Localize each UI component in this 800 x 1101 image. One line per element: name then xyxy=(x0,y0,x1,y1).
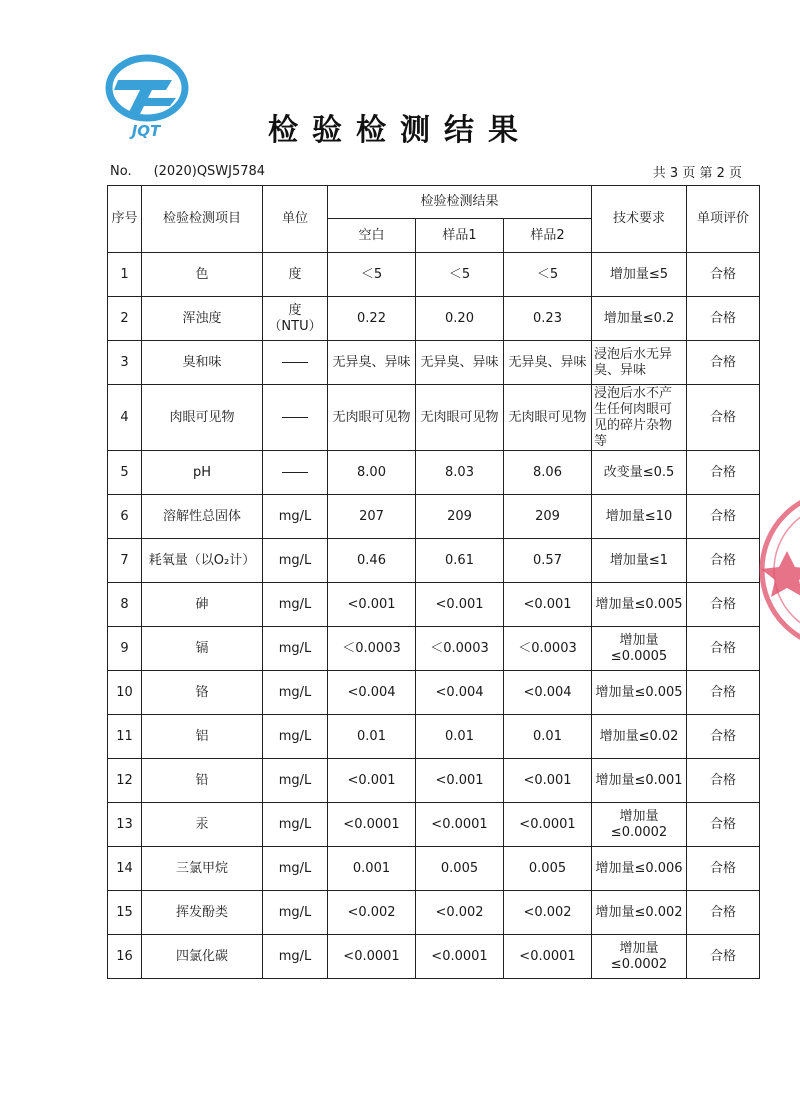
cell-sample2: <0.0001 xyxy=(504,803,592,847)
report-number xyxy=(110,164,287,179)
table-row xyxy=(108,495,760,539)
cell-blank: <0.001 xyxy=(328,759,416,803)
cell-item: 镉 xyxy=(142,627,263,671)
cell-item: 浑浊度 xyxy=(142,297,263,341)
cell-item: pH xyxy=(142,451,263,495)
cell-item: 臭和味 xyxy=(142,341,263,385)
report-no-value: (2020)QSWJ5784 xyxy=(153,164,266,179)
cell-unit: mg/L xyxy=(263,671,328,715)
cell-unit: mg/L xyxy=(263,539,328,583)
cell-item: 耗氧量（以O₂计） xyxy=(142,539,263,583)
cell-item: 溶解性总固体 xyxy=(142,495,263,539)
cell-index: 10 xyxy=(108,671,142,715)
dash-mark xyxy=(282,417,308,418)
cell-item: 四氯化碳 xyxy=(142,935,263,979)
cell-unit xyxy=(263,451,328,495)
col-header-requirement: 技术要求 xyxy=(592,186,687,253)
red-seal-icon xyxy=(755,485,800,655)
cell-requirement: 增加量≤0.005 xyxy=(592,671,687,715)
cell-evaluation: 合格 xyxy=(687,935,760,979)
cell-sample2: 0.005 xyxy=(504,847,592,891)
cell-item: 砷 xyxy=(142,583,263,627)
col-header-results: 检验检测结果 xyxy=(328,186,592,219)
table-row xyxy=(108,715,760,759)
cell-requirement: 增加量≤10 xyxy=(592,495,687,539)
cell-index: 8 xyxy=(108,583,142,627)
table-row xyxy=(108,583,760,627)
cell-unit: mg/L xyxy=(263,715,328,759)
cell-sample1: ＜5 xyxy=(416,253,504,297)
cell-blank: <0.001 xyxy=(328,583,416,627)
cell-item: 铝 xyxy=(142,715,263,759)
cell-unit: mg/L xyxy=(263,495,328,539)
table-row xyxy=(108,341,760,385)
cell-unit xyxy=(263,341,328,385)
cell-evaluation: 合格 xyxy=(687,495,760,539)
cell-requirement: 增加量≤0.006 xyxy=(592,847,687,891)
cell-index: 4 xyxy=(108,385,142,451)
cell-unit: mg/L xyxy=(263,583,328,627)
cell-sample1: 8.03 xyxy=(416,451,504,495)
cell-requirement: 增加量≤0.0002 xyxy=(592,935,687,979)
table-row xyxy=(108,847,760,891)
cell-requirement: 增加量≤0.0002 xyxy=(592,803,687,847)
cell-sample2: <0.001 xyxy=(504,583,592,627)
cell-blank: 8.00 xyxy=(328,451,416,495)
cell-requirement: 浸泡后水不产生任何肉眼可见的碎片杂物等 xyxy=(592,385,687,451)
cell-index: 3 xyxy=(108,341,142,385)
cell-blank: ＜5 xyxy=(328,253,416,297)
table-row xyxy=(108,627,760,671)
cell-evaluation: 合格 xyxy=(687,385,760,451)
cell-unit: mg/L xyxy=(263,891,328,935)
table-row xyxy=(108,451,760,495)
cell-requirement: 增加量≤0.001 xyxy=(592,759,687,803)
cell-sample1: ＜0.0003 xyxy=(416,627,504,671)
table-row xyxy=(108,891,760,935)
cell-blank: <0.0001 xyxy=(328,803,416,847)
cell-evaluation: 合格 xyxy=(687,847,760,891)
cell-unit xyxy=(263,385,328,451)
cell-evaluation: 合格 xyxy=(687,715,760,759)
cell-index: 1 xyxy=(108,253,142,297)
table-row xyxy=(108,935,760,979)
cell-index: 12 xyxy=(108,759,142,803)
cell-evaluation: 合格 xyxy=(687,891,760,935)
cell-index: 11 xyxy=(108,715,142,759)
table-row xyxy=(108,253,760,297)
cell-blank: 0.46 xyxy=(328,539,416,583)
cell-requirement: 浸泡后水无异臭、异味 xyxy=(592,341,687,385)
cell-index: 13 xyxy=(108,803,142,847)
cell-sample2: 209 xyxy=(504,495,592,539)
col-header-evaluation: 单项评价 xyxy=(687,186,760,253)
cell-index: 15 xyxy=(108,891,142,935)
cell-requirement: 增加量≤0.005 xyxy=(592,583,687,627)
cell-sample2: 8.06 xyxy=(504,451,592,495)
cell-sample2: <0.001 xyxy=(504,759,592,803)
table-row xyxy=(108,385,760,451)
page-title: 检验检测结果 xyxy=(268,113,532,148)
cell-unit: mg/L xyxy=(263,935,328,979)
cell-sample1: <0.002 xyxy=(416,891,504,935)
cell-sample2: <0.002 xyxy=(504,891,592,935)
results-table xyxy=(107,185,760,979)
cell-sample2: ＜0.0003 xyxy=(504,627,592,671)
col-header-index: 序号 xyxy=(108,186,142,253)
cell-item: 色 xyxy=(142,253,263,297)
table-row xyxy=(108,671,760,715)
cell-blank: 0.22 xyxy=(328,297,416,341)
cell-requirement: 改变量≤0.5 xyxy=(592,451,687,495)
cell-evaluation: 合格 xyxy=(687,583,760,627)
cell-sample2: <0.0001 xyxy=(504,935,592,979)
table-row xyxy=(108,297,760,341)
table-row xyxy=(108,759,760,803)
cell-index: 16 xyxy=(108,935,142,979)
cell-sample1: 无异臭、异味 xyxy=(416,341,504,385)
cell-requirement: 增加量≤5 xyxy=(592,253,687,297)
cell-index: 9 xyxy=(108,627,142,671)
cell-evaluation: 合格 xyxy=(687,451,760,495)
cell-sample1: <0.0001 xyxy=(416,935,504,979)
cell-evaluation: 合格 xyxy=(687,297,760,341)
cell-sample2: 无肉眼可见物 xyxy=(504,385,592,451)
cell-item: 汞 xyxy=(142,803,263,847)
cell-unit: 度 （NTU） xyxy=(263,297,328,341)
cell-sample1: 0.005 xyxy=(416,847,504,891)
cell-evaluation: 合格 xyxy=(687,341,760,385)
cell-sample1: 0.61 xyxy=(416,539,504,583)
cell-item: 铅 xyxy=(142,759,263,803)
cell-evaluation: 合格 xyxy=(687,803,760,847)
cell-sample1: 无肉眼可见物 xyxy=(416,385,504,451)
cell-evaluation: 合格 xyxy=(687,671,760,715)
cell-item: 三氯甲烷 xyxy=(142,847,263,891)
cell-index: 6 xyxy=(108,495,142,539)
table-row xyxy=(108,803,760,847)
cell-evaluation: 合格 xyxy=(687,539,760,583)
cell-sample2: 0.57 xyxy=(504,539,592,583)
cell-index: 5 xyxy=(108,451,142,495)
cell-sample2: 0.23 xyxy=(504,297,592,341)
cell-sample1: <0.004 xyxy=(416,671,504,715)
cell-blank: ＜0.0003 xyxy=(328,627,416,671)
cell-requirement: 增加量≤0.2 xyxy=(592,297,687,341)
cell-item: 肉眼可见物 xyxy=(142,385,263,451)
dash-mark xyxy=(282,472,308,473)
cell-blank: <0.002 xyxy=(328,891,416,935)
cell-sample1: 209 xyxy=(416,495,504,539)
cell-unit: mg/L xyxy=(263,759,328,803)
col-header-item: 检验检测项目 xyxy=(142,186,263,253)
logo-text: JQT xyxy=(131,122,161,140)
cell-requirement: 增加量≤0.02 xyxy=(592,715,687,759)
cell-unit: mg/L xyxy=(263,627,328,671)
col-header-unit: 单位 xyxy=(263,186,328,253)
cell-evaluation: 合格 xyxy=(687,253,760,297)
cell-requirement: 增加量≤0.0005 xyxy=(592,627,687,671)
cell-index: 7 xyxy=(108,539,142,583)
cell-sample1: <0.001 xyxy=(416,583,504,627)
dash-mark xyxy=(282,362,308,363)
report-no-label: No. xyxy=(110,164,132,179)
cell-blank: <0.0001 xyxy=(328,935,416,979)
report-meta xyxy=(110,160,742,180)
cell-evaluation: 合格 xyxy=(687,759,760,803)
cell-index: 14 xyxy=(108,847,142,891)
cell-item: 铬 xyxy=(142,671,263,715)
cell-sample2: <0.004 xyxy=(504,671,592,715)
col-header-blank: 空白 xyxy=(328,219,416,253)
cell-blank: 无肉眼可见物 xyxy=(328,385,416,451)
cell-blank: 207 xyxy=(328,495,416,539)
table-row xyxy=(108,539,760,583)
cell-sample1: <0.001 xyxy=(416,759,504,803)
cell-index: 2 xyxy=(108,297,142,341)
cell-sample1: 0.20 xyxy=(416,297,504,341)
page-info: 共 3 页 第 2 页 xyxy=(652,166,742,181)
cell-evaluation: 合格 xyxy=(687,627,760,671)
cell-blank: <0.004 xyxy=(328,671,416,715)
cell-sample2: 0.01 xyxy=(504,715,592,759)
cell-blank: 无异臭、异味 xyxy=(328,341,416,385)
cell-unit: mg/L xyxy=(263,803,328,847)
cell-item: 挥发酚类 xyxy=(142,891,263,935)
cell-blank: 0.001 xyxy=(328,847,416,891)
cell-sample1: <0.0001 xyxy=(416,803,504,847)
cell-requirement: 增加量≤0.002 xyxy=(592,891,687,935)
col-header-sample2: 样品2 xyxy=(504,219,592,253)
cell-unit: 度 xyxy=(263,253,328,297)
results-body xyxy=(108,253,760,979)
cell-sample2: ＜5 xyxy=(504,253,592,297)
cell-sample1: 0.01 xyxy=(416,715,504,759)
cell-blank: 0.01 xyxy=(328,715,416,759)
col-header-sample1: 样品1 xyxy=(416,219,504,253)
cell-sample2: 无异臭、异味 xyxy=(504,341,592,385)
cell-unit: mg/L xyxy=(263,847,328,891)
cell-requirement: 增加量≤1 xyxy=(592,539,687,583)
